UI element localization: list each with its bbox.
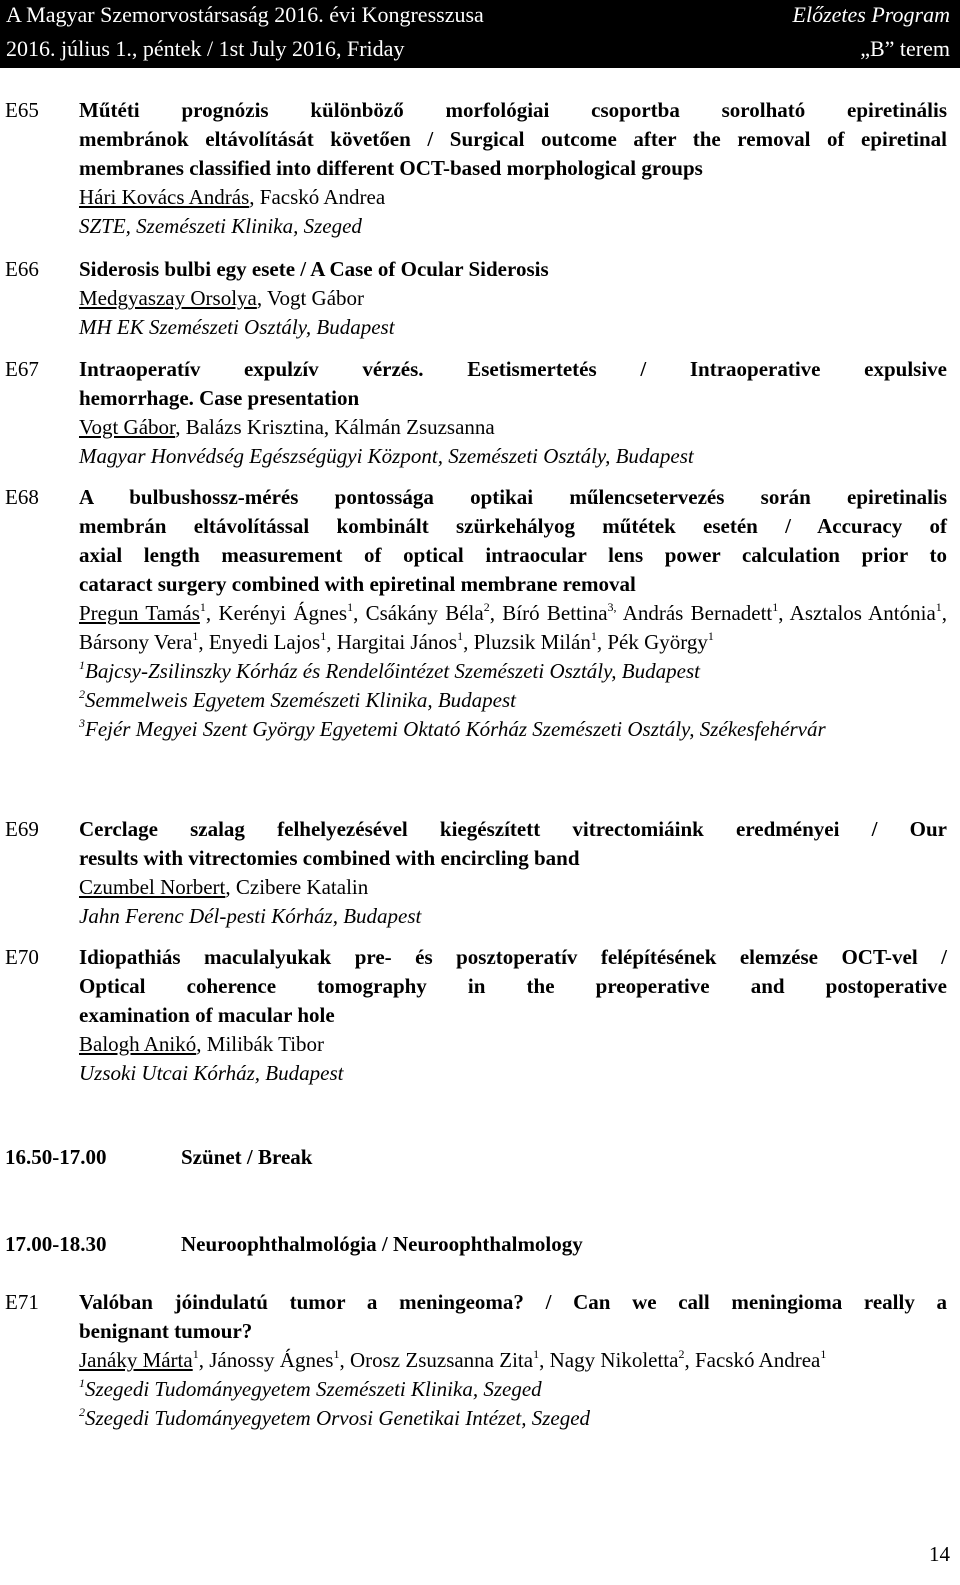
affiliation-text: Szegedi Tudományegyetem Orvosi Genetikai Intézet, Szeged: [85, 1406, 591, 1430]
session-time: 17.00-18.30: [5, 1232, 107, 1256]
author-sup: 1: [935, 600, 942, 614]
title-line: Siderosis bulbi egy esete / A Case of Ocular Siderosis: [79, 257, 549, 281]
title-line: axial length measurement of optical intraocular lens power calculation prior to: [79, 543, 947, 567]
room-label: „B” terem: [860, 36, 950, 61]
abstract-affiliation: Uzsoki Utcai Kórház, Budapest: [79, 1061, 344, 1085]
abstract-title: [79, 255, 947, 284]
abstract-code: E70: [5, 945, 39, 969]
affiliation-text: Szegedi Tudományegyetem Szemészeti Klinika, Szeged: [85, 1377, 542, 1401]
affiliation-text: Fejér Megyei Szent György Egyetemi Oktató Kórház Szemészeti Osztály, Székesfehérvár: [85, 717, 826, 741]
author-sup: 1: [333, 1347, 340, 1361]
co-authors: , Milibák Tibor: [196, 1032, 325, 1056]
abstract-title: [79, 96, 947, 183]
abstract-affiliation: Jahn Ferenc Dél-pesti Kórház, Budapest: [79, 904, 422, 928]
abstract-authors: [79, 413, 947, 442]
author: Jánossy Ágnes: [209, 1348, 334, 1372]
title-line: examination of macular hole: [79, 1003, 335, 1027]
affiliation-text: Bajcsy-Zsilinszky Kórház és Rendelőintézet Szemészeti Osztály, Budapest: [85, 659, 700, 683]
title-line: A bulbushossz-mérés pontossága optikai műlencsetervezés során epiretinalis: [79, 485, 947, 509]
abstract-body: [79, 355, 947, 471]
abstract-authors: [79, 284, 947, 313]
co-authors: , Czibere Katalin: [225, 875, 369, 899]
title-line: results with vitrectomies combined with encircling band: [79, 846, 580, 870]
author-sup: 1: [820, 1347, 827, 1361]
abstract-affiliation: Magyar Honvédség Egészségügyi Központ, Szemészeti Osztály, Budapest: [79, 444, 694, 468]
abstract-body: [79, 1288, 947, 1433]
session-time: 16.50-17.00: [5, 1145, 107, 1169]
co-authors: , Facskó Andrea: [249, 185, 386, 209]
author-sup: 1: [707, 629, 714, 643]
abstract-affiliation: [79, 1375, 947, 1404]
abstract-title: [79, 1288, 947, 1346]
title-line: Intraoperatív expulzív vérzés. Esetismertetés / Intraoperative expulsive: [79, 357, 947, 381]
author-sup: 2: [483, 600, 490, 614]
author-sup: 3,: [607, 600, 617, 614]
author: Pluzsik Milán: [473, 630, 591, 654]
affiliation-sup: 3: [79, 716, 85, 730]
author: Kerényi Ágnes: [218, 601, 348, 625]
abstract-authors: Janáky Márta$^1$, Jánossy Ágnes$^1$, Orosz Zsuzsanna Zita$^1$, Nagy Nikoletta$^2$, Facskó Andrea$^1$: [79, 1347, 827, 1372]
abstract-body: [79, 943, 947, 1088]
abstract-body: [79, 96, 947, 241]
author: Asztalos Antónia: [789, 601, 936, 625]
presenting-author: Vogt Gábor: [79, 415, 176, 439]
abstract-affiliation: [79, 715, 947, 744]
abstract-title: [79, 483, 947, 599]
abstract-affiliation: [79, 657, 947, 686]
title-line: Idiopathiás maculalyukak pre- és posztoperatív felépítésének elemzése OCT-vel /: [79, 945, 947, 969]
abstract-code: E71: [5, 1290, 39, 1314]
presenting-author: Hári Kovács András: [79, 185, 250, 209]
session-name: Szünet / Break: [181, 1145, 313, 1169]
abstract-title: [79, 815, 947, 873]
presenting-author: Czumbel Norbert: [79, 875, 226, 899]
congress-title: A Magyar Szemorvostársaság 2016. évi Kongresszusa: [6, 2, 484, 27]
abstract-affiliation: SZTE, Szemészeti Klinika, Szeged: [79, 214, 362, 238]
title-line: benignant tumour?: [79, 1319, 253, 1343]
author: Nagy Nikoletta: [549, 1348, 679, 1372]
abstract-authors: [79, 183, 947, 212]
author: Enyedi Lajos: [208, 630, 321, 654]
abstract-code: E68: [5, 485, 39, 509]
abstract-code: E67: [5, 357, 39, 381]
title-line: cataract surgery combined with epiretinal membrane removal: [79, 572, 636, 596]
author: András Bernadett: [622, 601, 773, 625]
abstract-affiliation: [79, 686, 947, 715]
author-sup: 1: [192, 1347, 199, 1361]
affiliation-sup: 1: [79, 658, 85, 672]
abstract-title: [79, 355, 947, 413]
author: Pék György: [607, 630, 708, 654]
author: Facskó Andrea: [694, 1348, 821, 1372]
abstract-code: E69: [5, 817, 39, 841]
affiliation-sup: 2: [79, 1405, 85, 1419]
title-line: membrán eltávolítással kombinált szürkehályog műtétek esetén / Accuracy of: [79, 514, 947, 538]
co-authors: , Balázs Krisztina, Kálmán Zsuzsanna: [175, 415, 495, 439]
co-authors: , Vogt Gábor: [256, 286, 365, 310]
session-name: Neuroophthalmológia / Neuroophthalmology: [181, 1232, 583, 1256]
author: Hargitai János: [336, 630, 458, 654]
author-sup: 1: [533, 1347, 540, 1361]
author-sup: 1: [199, 600, 206, 614]
presenting-author: Pregun Tamás: [79, 601, 200, 625]
abstract-authors: [79, 873, 947, 902]
author-sup: 1: [347, 600, 354, 614]
abstract-affiliation: [79, 1404, 947, 1433]
author-sup: 1: [772, 600, 779, 614]
abstract-body: [79, 815, 947, 931]
title-line: membránok eltávolítását követően / Surgical outcome after the removal of epiretinal: [79, 127, 947, 151]
presenting-author: Medgyaszay Orsolya: [79, 286, 257, 310]
author: Csákány Béla: [365, 601, 484, 625]
author-sup: 1: [590, 629, 597, 643]
presenting-author: Janáky Márta: [79, 1348, 193, 1372]
page-header: [0, 0, 960, 68]
title-line: Optical coherence tomography in the preoperative and postoperative: [79, 974, 947, 998]
author: Orosz Zsuzsanna Zita: [349, 1348, 534, 1372]
author-sup: 1: [320, 629, 327, 643]
abstract-body: [79, 483, 947, 744]
title-line: Cerclage szalag felhelyezésével kiegészített vitrectomiáink eredményei / Our: [79, 817, 947, 841]
presenting-author: Balogh Anikó: [79, 1032, 197, 1056]
header-row-top: [6, 2, 950, 32]
abstract-code: E65: [5, 98, 39, 122]
title-line: Valóban jóindulatú tumor a meningeoma? / Can we call meningioma really a: [79, 1290, 947, 1314]
page-number: 14: [929, 1542, 950, 1566]
abstract-title: [79, 943, 947, 1030]
program-label: Előzetes Program: [792, 2, 950, 27]
title-line: Műtéti prognózis különböző morfológiai csoportba sorolható epiretinális: [79, 98, 947, 122]
abstract-code: E66: [5, 257, 39, 281]
abstract-authors: Pregun Tamás$^1$, Kerényi Ágnes$^1$, Csákány Béla$^2$, Bíró Bettina$^{3,}$ András Bernadett$^1$, Asztalos Antónia$^1$, Bársony Vera$^1$, Enyedi Lajos$^1$, Hargitai János$^1$, Pluzsik Milán$^1$, Pék György$^1$: [79, 600, 948, 654]
header-row-bottom: [6, 36, 950, 66]
abstract-body: [79, 255, 947, 342]
author-sup: 1: [192, 629, 199, 643]
abstract-affiliation: MH EK Szemészeti Osztály, Budapest: [79, 315, 395, 339]
affiliation-sup: 1: [79, 1376, 85, 1390]
title-line: hemorrhage. Case presentation: [79, 386, 360, 410]
author-sup: 2: [678, 1347, 685, 1361]
title-line: membranes classified into different OCT-based morphological groups: [79, 156, 703, 180]
affiliation-text: Semmelweis Egyetem Szemészeti Klinika, Budapest: [85, 688, 516, 712]
abstract-authors: [79, 1030, 947, 1059]
affiliation-sup: 2: [79, 687, 85, 701]
author: Bársony Vera: [79, 630, 193, 654]
author: Bíró Bettina: [502, 601, 608, 625]
author-sup: 1: [457, 629, 464, 643]
session-date: 2016. július 1., péntek / 1st July 2016, Friday: [6, 36, 405, 61]
